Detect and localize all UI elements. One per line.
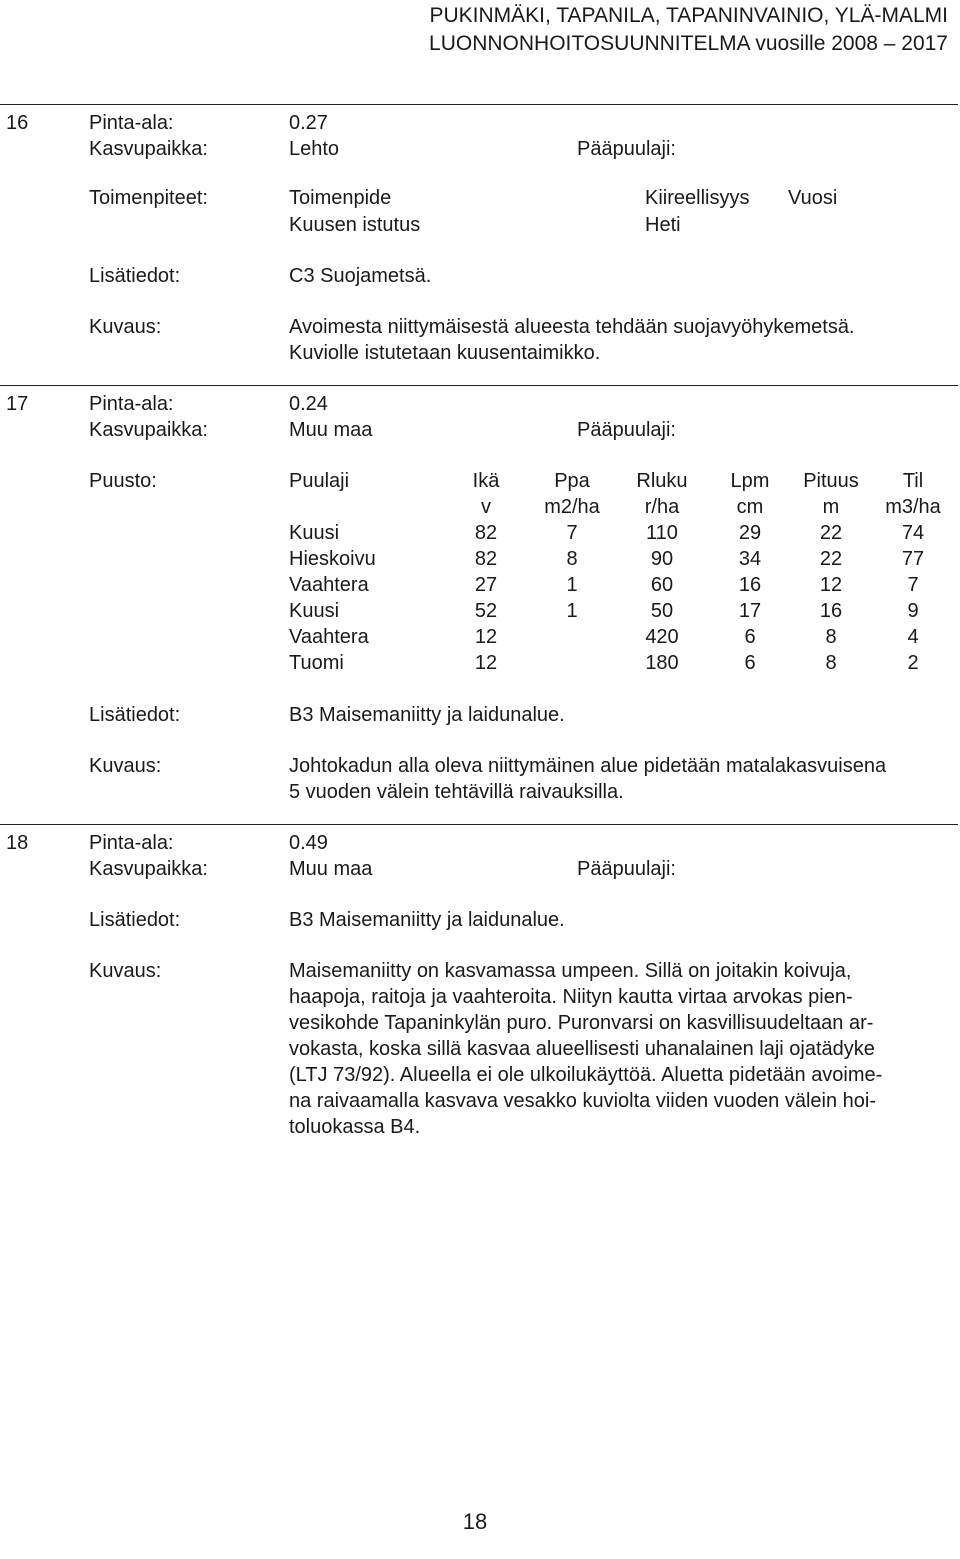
extra-info-label: Lisätiedot: [89,265,181,287]
table-value-cell: 12 [474,626,498,648]
table-header-cell: Lpm [730,470,770,492]
description-label: Kuvaus: [89,960,162,982]
extra-info-label: Lisätiedot: [89,704,181,726]
table-value-cell: 27 [474,574,498,596]
table-value-cell: 60 [650,574,674,596]
table-header-cell: Puulaji [289,470,350,492]
stand-label: Puusto: [89,470,157,492]
table-value-cell: 16 [738,574,762,596]
table-unit-cell: cm [736,496,764,518]
description-line: toluokassa B4. [289,1116,421,1138]
table-value-cell: 52 [474,600,498,622]
extra-info-value: C3 Suojametsä. [289,265,432,287]
table-value-cell: 82 [474,522,498,544]
area-value: 0.27 [289,112,328,134]
area-value: 0.24 [289,393,328,415]
table-value-cell: 82 [474,548,498,570]
table-value-cell: 6 [744,652,756,674]
table-value-cell: 90 [650,548,674,570]
document-header-line2: LUONNONHOITOSUUNNITELMA vuosille 2008 – 2017 [429,32,948,55]
measures-col-action: Toimenpide [289,187,392,209]
table-value-cell: 9 [907,600,919,622]
extra-info-label: Lisätiedot: [89,909,181,931]
table-value-cell: 34 [738,548,762,570]
site-value: Lehto [289,138,340,160]
description-line: vesikohde Tapaninkylän puro. Puronvarsi on kasvillisuudeltaan ar- [289,1012,874,1034]
description-line: (LTJ 73/92). Alueella ei ole ulkoilukäyttöä. Aluetta pidetään avoime- [289,1064,883,1086]
area-label: Pinta-ala: [89,393,174,415]
table-header-cell: Ppa [554,470,590,492]
site-label: Kasvupaikka: [89,138,208,160]
table-value-cell: 1 [566,574,578,596]
table-value-cell: 22 [819,522,843,544]
table-value-cell: 29 [738,522,762,544]
table-header-cell: Ikä [472,470,500,492]
site-value: Muu maa [289,858,373,880]
table-species-cell: Vaahtera [289,574,369,596]
table-species-cell: Vaahtera [289,626,369,648]
table-unit-cell: v [481,496,491,518]
description-line: Johtokadun alla oleva niittymäinen alue pidetään matalakasvuisena [289,755,887,777]
table-value-cell: 12 [819,574,843,596]
table-value-cell: 7 [566,522,578,544]
site-label: Kasvupaikka: [89,858,208,880]
table-unit-cell: m3/ha [885,496,941,518]
extra-info-value: B3 Maisemaniitty ja laidunalue. [289,704,565,726]
table-value-cell: 180 [645,652,679,674]
table-value-cell: 17 [738,600,762,622]
area-value: 0.49 [289,832,328,854]
table-value-cell: 22 [819,548,843,570]
section-divider [0,824,958,825]
table-value-cell: 8 [566,548,578,570]
table-unit-cell: m [822,496,840,518]
table-species-cell: Kuusi [289,600,340,622]
site-value: Muu maa [289,419,373,441]
measures-col-year: Vuosi [788,187,838,209]
table-species-cell: Kuusi [289,522,340,544]
table-value-cell: 1 [566,600,578,622]
table-value-cell: 4 [907,626,919,648]
area-label: Pinta-ala: [89,112,174,134]
measure-action: Kuusen istutus [289,214,421,236]
description-line: Avoimesta niittymäisestä alueesta tehdään suojavyöhykemetsä. [289,316,855,338]
table-unit-cell: r/ha [644,496,680,518]
table-value-cell: 50 [650,600,674,622]
section-number: 17 [6,393,29,415]
section-number: 18 [6,832,29,854]
description-line: vokasta, koska sillä kasvaa alueellisesti uhanalainen laji ojatädyke [289,1038,875,1060]
table-header-cell: Rluku [636,470,688,492]
table-value-cell: 2 [907,652,919,674]
table-header-cell: Pituus [803,470,859,492]
table-value-cell: 420 [645,626,679,648]
table-value-cell: 77 [901,548,925,570]
table-value-cell: 7 [907,574,919,596]
document-header-line1: PUKINMÄKI, TAPANILA, TAPANINVAINIO, YLÄ-MALMI [429,4,948,27]
site-label: Kasvupaikka: [89,419,208,441]
measure-urgency: Heti [645,214,681,236]
measures-label: Toimenpiteet: [89,187,208,209]
table-species-cell: Hieskoivu [289,548,376,570]
header-divider [0,104,958,105]
description-line: Kuviolle istutetaan kuusentaimikko. [289,342,601,364]
measures-col-urgency: Kiireellisyys [645,187,750,209]
description-line: na raivaamalla kasvava vesakko kuviolta viiden vuoden välein hoi- [289,1090,876,1112]
page-number: 18 [462,1509,488,1534]
main-species-label: Pääpuulaji: [577,858,676,880]
table-value-cell: 16 [819,600,843,622]
section-number: 16 [6,112,29,134]
table-value-cell: 8 [825,652,837,674]
main-species-label: Pääpuulaji: [577,419,676,441]
table-value-cell: 8 [825,626,837,648]
extra-info-value: B3 Maisemaniitty ja laidunalue. [289,909,565,931]
description-line: 5 vuoden välein tehtävillä raivauksilla. [289,781,624,803]
main-species-label: Pääpuulaji: [577,138,676,160]
section-divider [0,385,958,386]
table-value-cell: 12 [474,652,498,674]
area-label: Pinta-ala: [89,832,174,854]
description-line: haapoja, raitoja ja vaahteroita. Niityn kautta virtaa arvokas pien- [289,986,853,1008]
description-label: Kuvaus: [89,755,162,777]
table-value-cell: 74 [901,522,925,544]
description-line: Maisemaniitty on kasvamassa umpeen. Sillä on joitakin koivuja, [289,960,852,982]
table-header-cell: Til [902,470,924,492]
description-label: Kuvaus: [89,316,162,338]
table-value-cell: 6 [744,626,756,648]
table-species-cell: Tuomi [289,652,344,674]
table-value-cell: 110 [646,522,678,544]
table-unit-cell: m2/ha [544,496,600,518]
